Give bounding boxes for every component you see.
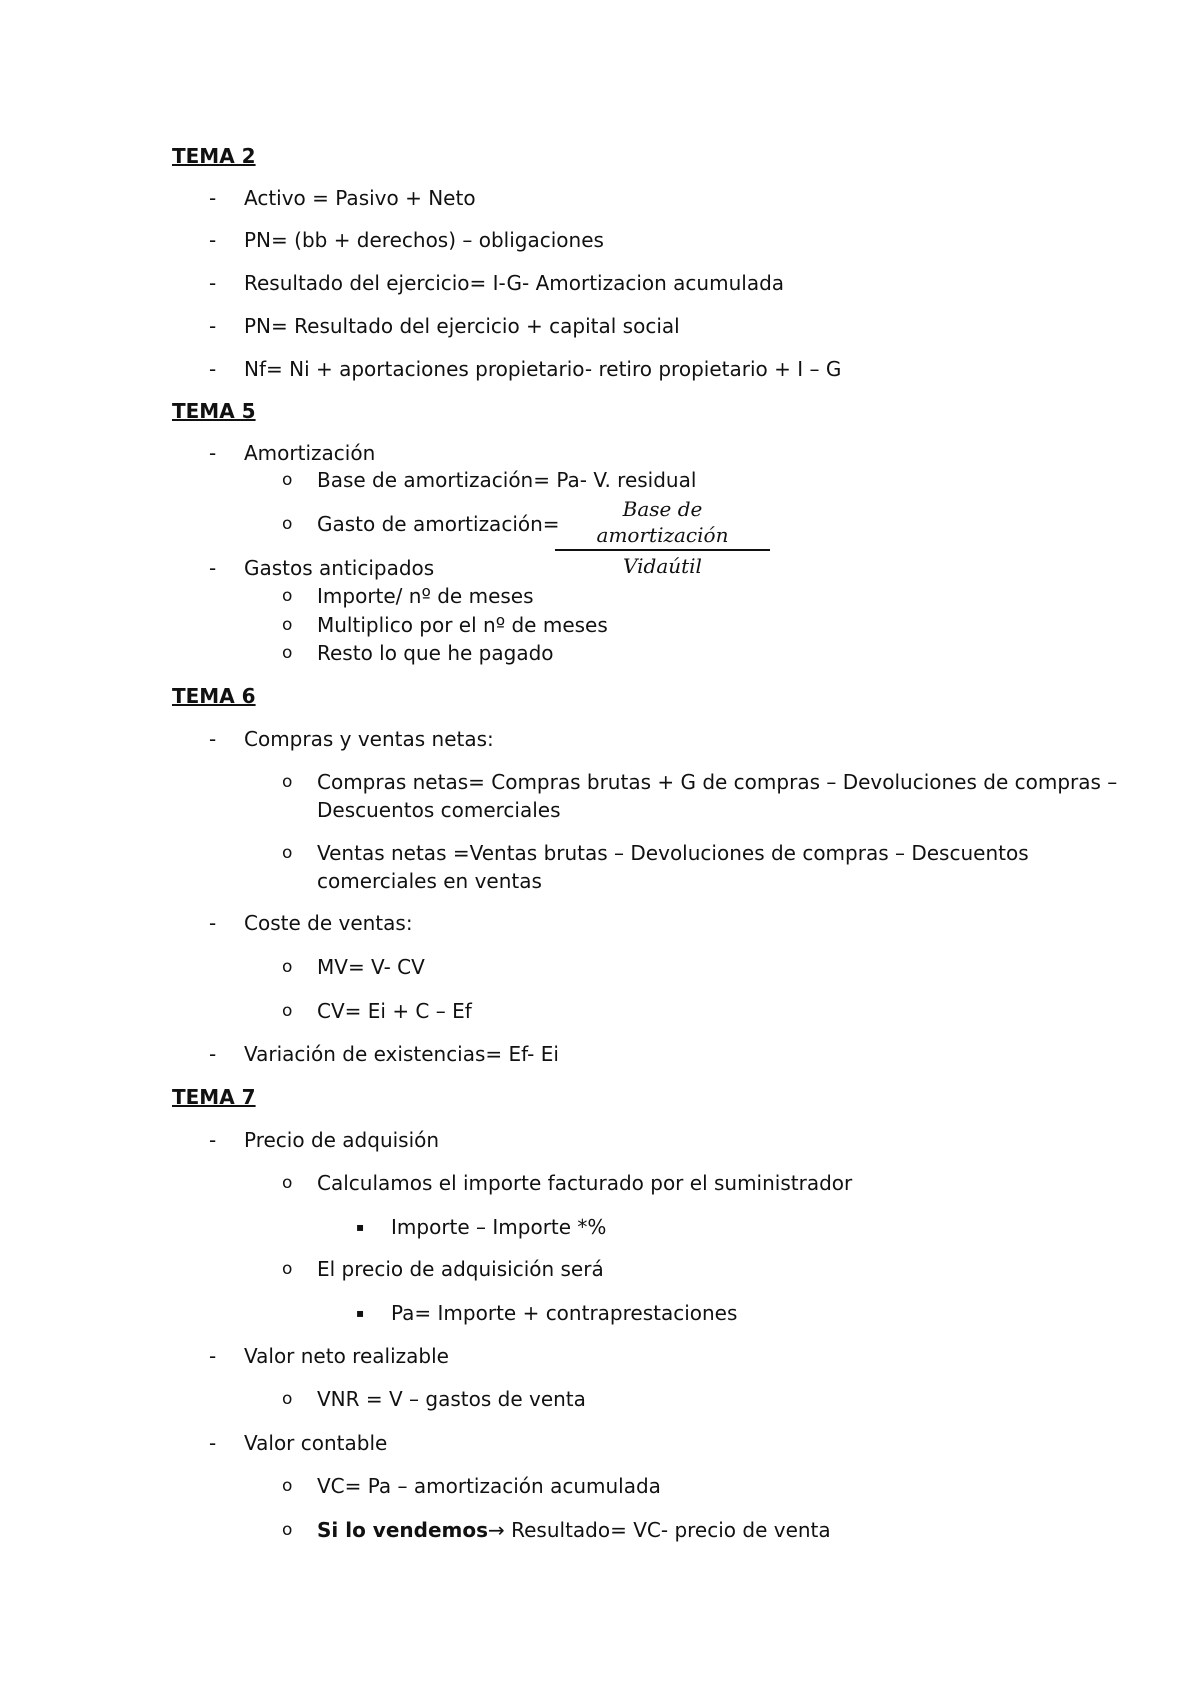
list-item: Nf= Ni + aportaciones propietario- retiro propietario + I – G: [244, 357, 842, 381]
dash-marker: -: [209, 357, 217, 381]
circle-bullet-icon: o: [282, 1001, 293, 1021]
circle-bullet-icon: o: [282, 514, 293, 534]
list-item: Precio de adquisión: [244, 1128, 440, 1152]
sub-sub-list-item: Importe – Importe *%: [391, 1215, 607, 1239]
circle-bullet-icon: o: [282, 1520, 293, 1540]
sub-sub-list-item: Pa= Importe + contraprestaciones: [391, 1301, 738, 1325]
circle-bullet-icon: o: [282, 957, 293, 977]
circle-bullet-icon: o: [282, 586, 293, 606]
result-formula: Resultado= VC- precio de venta: [504, 1518, 831, 1542]
sub-list-item: Multiplico por el nº de meses: [317, 613, 608, 637]
sub-list-item: Importe/ nº de meses: [317, 584, 534, 608]
sub-list-item: Gasto de amortización=: [317, 512, 560, 536]
dash-marker: -: [209, 186, 217, 210]
dash-marker: -: [209, 271, 217, 295]
circle-bullet-icon: o: [282, 1259, 293, 1279]
dash-marker: -: [209, 1128, 217, 1152]
dash-marker: -: [209, 441, 217, 465]
sub-list-item-continuation: comerciales en ventas: [317, 869, 542, 893]
bold-phrase: Si lo vendemos: [317, 1518, 488, 1542]
sub-list-item: CV= Ei + C – Ef: [317, 999, 472, 1023]
list-item: Resultado del ejercicio= I-G- Amortizacion acumulada: [244, 271, 785, 295]
sub-list-item: Base de amortización= Pa- V. residual: [317, 468, 697, 492]
circle-bullet-icon: o: [282, 1476, 293, 1496]
heading-tema-7: TEMA 7: [172, 1085, 256, 1109]
dash-marker: -: [209, 228, 217, 252]
list-item: Variación de existencias= Ef- Ei: [244, 1042, 559, 1066]
circle-bullet-icon: o: [282, 615, 293, 635]
dash-marker: -: [209, 1431, 217, 1455]
fraction-numerator: Base de amortización: [596, 497, 729, 547]
right-arrow-icon: →: [488, 1518, 505, 1542]
dash-marker: -: [209, 1344, 217, 1368]
list-item: PN= Resultado del ejercicio + capital social: [244, 314, 680, 338]
dash-marker: -: [209, 314, 217, 338]
sub-list-item: El precio de adquisición será: [317, 1257, 604, 1281]
circle-bullet-icon: o: [282, 772, 293, 792]
dash-marker: -: [209, 727, 217, 751]
sub-list-item-continuation: Descuentos comerciales: [317, 798, 561, 822]
circle-bullet-icon: o: [282, 843, 293, 863]
dash-marker: -: [209, 556, 217, 580]
list-item: Valor neto realizable: [244, 1344, 449, 1368]
heading-tema-2: TEMA 2: [172, 144, 256, 168]
fraction-bar: [555, 549, 770, 551]
amortization-fraction: [555, 496, 770, 578]
circle-bullet-icon: o: [282, 470, 293, 490]
heading-tema-6: TEMA 6: [172, 684, 256, 708]
list-item: Gastos anticipados: [244, 556, 435, 580]
heading-tema-5: TEMA 5: [172, 399, 256, 423]
list-item: Amortización: [244, 441, 376, 465]
list-item: Activo = Pasivo + Neto: [244, 186, 476, 210]
sub-list-item: Compras netas= Compras brutas + G de compras – Devoluciones de compras –: [317, 770, 1118, 794]
square-bullet-icon: ▪: [356, 1306, 365, 1320]
sub-list-item: Resto lo que he pagado: [317, 641, 554, 665]
dash-marker: -: [209, 1042, 217, 1066]
fraction-denominator: Vidaútil: [623, 554, 702, 578]
list-item: Valor contable: [244, 1431, 388, 1455]
sub-list-item: MV= V- CV: [317, 955, 425, 979]
circle-bullet-icon: o: [282, 643, 293, 663]
circle-bullet-icon: o: [282, 1389, 293, 1409]
sub-list-item: [317, 1518, 831, 1542]
list-item: Compras y ventas netas:: [244, 727, 494, 751]
sub-list-item: VNR = V – gastos de venta: [317, 1387, 586, 1411]
square-bullet-icon: ▪: [356, 1220, 365, 1234]
sub-list-item: Ventas netas =Ventas brutas – Devoluciones de compras – Descuentos: [317, 841, 1029, 865]
sub-list-item: VC= Pa – amortización acumulada: [317, 1474, 661, 1498]
list-item: Coste de ventas:: [244, 911, 413, 935]
sub-list-item: Calculamos el importe facturado por el suministrador: [317, 1171, 853, 1195]
list-item: PN= (bb + derechos) – obligaciones: [244, 228, 604, 252]
dash-marker: -: [209, 911, 217, 935]
circle-bullet-icon: o: [282, 1173, 293, 1193]
